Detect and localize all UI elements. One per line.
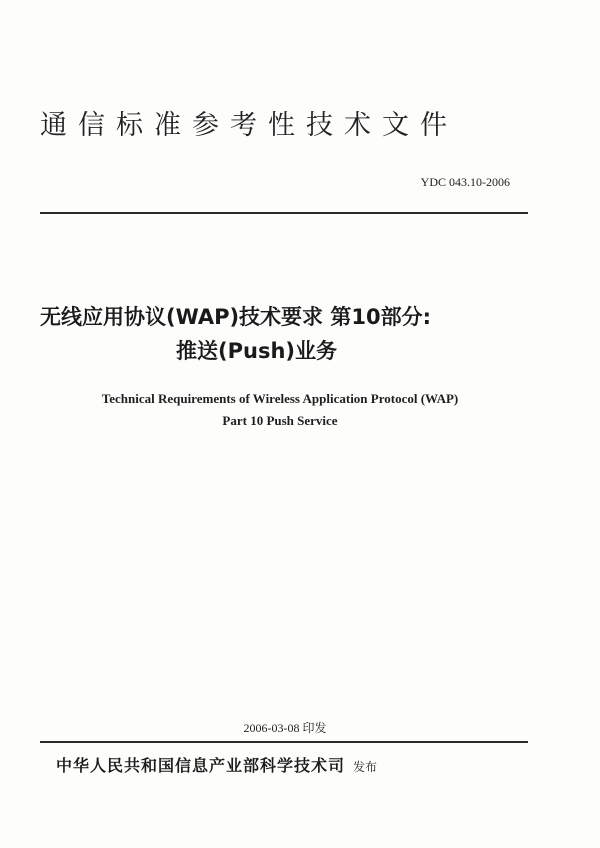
chinese-title-line-2: 推送(Push)业务 bbox=[176, 339, 337, 363]
document-category-heading: 通信标准参考性技术文件 bbox=[40, 110, 458, 141]
chinese-title-line-1: 无线应用协议(WAP)技术要求 第10部分: bbox=[40, 305, 431, 329]
publisher-organization: 中华人民共和国信息产业部科学技术司 bbox=[56, 756, 346, 775]
chinese-title bbox=[40, 300, 560, 368]
document-code: YDC 043.10-2006 bbox=[420, 175, 510, 189]
issue-label: 发布 bbox=[353, 760, 378, 774]
english-title-line-1: Technical Requirements of Wireless Application Protocol (WAP) bbox=[101, 391, 459, 406]
top-divider bbox=[40, 212, 528, 214]
english-title-line-2: Part 10 Push Service bbox=[222, 413, 338, 428]
english-title bbox=[0, 388, 560, 432]
print-date: 2006-03-08 印发 bbox=[243, 721, 327, 735]
publisher-line bbox=[56, 753, 576, 776]
bottom-divider bbox=[40, 741, 528, 743]
